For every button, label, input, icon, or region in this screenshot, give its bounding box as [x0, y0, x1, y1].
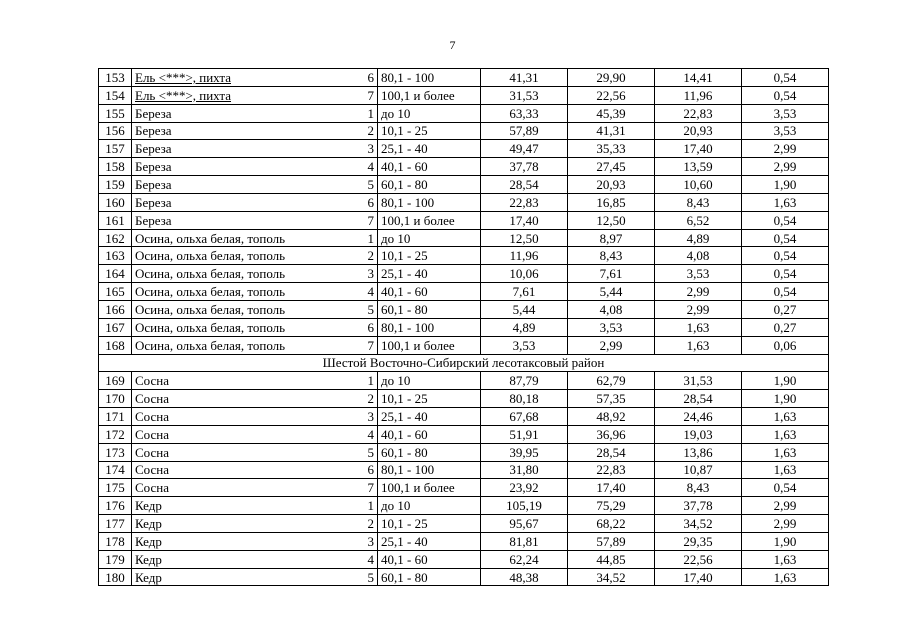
rate-value-cell: 12,50: [481, 229, 568, 247]
rate-value-cell: 57,89: [568, 532, 655, 550]
diameter-cell: 25,1 - 40: [378, 140, 481, 158]
rate-value-cell: 2,99: [742, 515, 829, 533]
row-number-cell: 159: [99, 176, 132, 194]
row-number-cell: 166: [99, 300, 132, 318]
rate-value-cell: 1,63: [742, 568, 829, 586]
class-cell: 4: [361, 158, 378, 176]
rate-value-cell: 1,90: [742, 390, 829, 408]
table-row: [99, 283, 829, 301]
rate-value-cell: 62,79: [568, 372, 655, 390]
rate-value-cell: 29,90: [568, 69, 655, 87]
table-body-a: [99, 69, 829, 355]
rate-value-cell: 36,96: [568, 425, 655, 443]
rate-value-cell: 5,44: [568, 283, 655, 301]
rate-value-cell: 0,54: [742, 265, 829, 283]
rate-value-cell: 63,33: [481, 104, 568, 122]
rate-value-cell: 11,96: [481, 247, 568, 265]
class-cell: 2: [361, 515, 378, 533]
diameter-cell: 10,1 - 25: [378, 515, 481, 533]
rate-value-cell: 0,54: [742, 211, 829, 229]
species-cell: Береза: [132, 158, 362, 176]
rate-value-cell: 39,95: [481, 443, 568, 461]
rate-value-cell: 80,18: [481, 390, 568, 408]
rate-value-cell: 28,54: [655, 390, 742, 408]
rate-value-cell: 3,53: [481, 336, 568, 354]
diameter-cell: до 10: [378, 497, 481, 515]
species-cell: Сосна: [132, 479, 362, 497]
rate-value-cell: 87,79: [481, 372, 568, 390]
diameter-cell: до 10: [378, 372, 481, 390]
forest-tax-rate-table: [98, 68, 829, 586]
row-number-cell: 173: [99, 443, 132, 461]
rate-value-cell: 16,85: [568, 193, 655, 211]
diameter-cell: 80,1 - 100: [378, 318, 481, 336]
class-cell: 1: [361, 104, 378, 122]
rate-value-cell: 1,63: [742, 443, 829, 461]
diameter-cell: 100,1 и более: [378, 211, 481, 229]
rate-value-cell: 0,54: [742, 283, 829, 301]
class-cell: 2: [361, 390, 378, 408]
rate-value-cell: 2,99: [742, 497, 829, 515]
rate-value-cell: 8,97: [568, 229, 655, 247]
rate-value-cell: 51,91: [481, 425, 568, 443]
species-cell: Осина, ольха белая, тополь: [132, 336, 362, 354]
class-cell: 4: [361, 550, 378, 568]
class-cell: 7: [361, 86, 378, 104]
species-cell: Кедр: [132, 532, 362, 550]
rate-value-cell: 1,90: [742, 372, 829, 390]
species-cell: [132, 69, 362, 87]
rate-value-cell: 105,19: [481, 497, 568, 515]
rate-value-cell: 17,40: [655, 568, 742, 586]
row-number-cell: 155: [99, 104, 132, 122]
rate-value-cell: 2,99: [742, 158, 829, 176]
table-row: [99, 443, 829, 461]
rate-value-cell: 0,54: [742, 247, 829, 265]
diameter-cell: 10,1 - 25: [378, 390, 481, 408]
row-number-cell: 179: [99, 550, 132, 568]
diameter-cell: 100,1 и более: [378, 86, 481, 104]
species-cell: Кедр: [132, 568, 362, 586]
rate-value-cell: 57,89: [481, 122, 568, 140]
table-row: [99, 193, 829, 211]
diameter-cell: 40,1 - 60: [378, 425, 481, 443]
table-row: [99, 176, 829, 194]
class-cell: 6: [361, 193, 378, 211]
diameter-cell: 80,1 - 100: [378, 193, 481, 211]
rate-value-cell: 75,29: [568, 497, 655, 515]
species-cell: Осина, ольха белая, тополь: [132, 318, 362, 336]
rate-value-cell: 0,06: [742, 336, 829, 354]
rate-value-cell: 22,83: [655, 104, 742, 122]
diameter-cell: 25,1 - 40: [378, 532, 481, 550]
row-number-cell: 156: [99, 122, 132, 140]
row-number-cell: 170: [99, 390, 132, 408]
rate-value-cell: 10,60: [655, 176, 742, 194]
class-cell: 4: [361, 425, 378, 443]
row-number-cell: 176: [99, 497, 132, 515]
diameter-cell: 60,1 - 80: [378, 443, 481, 461]
row-number-cell: 154: [99, 86, 132, 104]
rate-value-cell: 2,99: [655, 300, 742, 318]
species-cell: Сосна: [132, 408, 362, 426]
rate-value-cell: 5,44: [481, 300, 568, 318]
species-cell: Сосна: [132, 425, 362, 443]
rate-value-cell: 1,63: [742, 461, 829, 479]
species-cell: Кедр: [132, 550, 362, 568]
table-row: [99, 265, 829, 283]
class-cell: 5: [361, 568, 378, 586]
class-cell: 6: [361, 318, 378, 336]
rate-value-cell: 37,78: [655, 497, 742, 515]
row-number-cell: 163: [99, 247, 132, 265]
page-number: 7: [449, 38, 456, 52]
rate-value-cell: 22,56: [568, 86, 655, 104]
row-number-cell: 167: [99, 318, 132, 336]
diameter-cell: 40,1 - 60: [378, 550, 481, 568]
species-cell: Сосна: [132, 372, 362, 390]
rate-value-cell: 0,54: [742, 479, 829, 497]
rate-value-cell: 62,24: [481, 550, 568, 568]
species-cell: Осина, ольха белая, тополь: [132, 300, 362, 318]
row-number-cell: 164: [99, 265, 132, 283]
species-cell: Сосна: [132, 390, 362, 408]
rate-value-cell: 0,54: [742, 229, 829, 247]
rate-value-cell: 1,63: [655, 336, 742, 354]
table-row: [99, 140, 829, 158]
class-cell: 4: [361, 283, 378, 301]
section-title: Шестой Восточно-Сибирский лесотаксовый район: [99, 354, 829, 372]
species-cell: Береза: [132, 211, 362, 229]
rate-value-cell: 48,92: [568, 408, 655, 426]
row-number-cell: 158: [99, 158, 132, 176]
rate-value-cell: 7,61: [481, 283, 568, 301]
rate-value-cell: 68,22: [568, 515, 655, 533]
rate-value-cell: 8,43: [655, 193, 742, 211]
species-text: Ель <***>, пихта: [135, 87, 231, 103]
rate-value-cell: 29,35: [655, 532, 742, 550]
table-row: [99, 408, 829, 426]
class-cell: 3: [361, 265, 378, 283]
species-cell: Кедр: [132, 515, 362, 533]
rate-value-cell: 4,08: [568, 300, 655, 318]
species-cell: Береза: [132, 193, 362, 211]
diameter-cell: до 10: [378, 104, 481, 122]
table-row: [99, 479, 829, 497]
diameter-cell: 40,1 - 60: [378, 283, 481, 301]
species-cell: Береза: [132, 104, 362, 122]
class-cell: 5: [361, 300, 378, 318]
species-cell: Береза: [132, 140, 362, 158]
species-cell: Осина, ольха белая, тополь: [132, 283, 362, 301]
diameter-cell: 40,1 - 60: [378, 158, 481, 176]
rate-value-cell: 22,83: [568, 461, 655, 479]
row-number-cell: 161: [99, 211, 132, 229]
row-number-cell: 180: [99, 568, 132, 586]
rate-value-cell: 1,63: [742, 550, 829, 568]
row-number-cell: 160: [99, 193, 132, 211]
rate-value-cell: 2,99: [568, 336, 655, 354]
species-cell: [132, 86, 362, 104]
table-row: [99, 158, 829, 176]
diameter-cell: 60,1 - 80: [378, 176, 481, 194]
class-cell: 5: [361, 176, 378, 194]
rate-value-cell: 20,93: [655, 122, 742, 140]
rate-value-cell: 22,56: [655, 550, 742, 568]
table-row: [99, 532, 829, 550]
rate-value-cell: 2,99: [742, 140, 829, 158]
rate-value-cell: 3,53: [568, 318, 655, 336]
table-row: [99, 425, 829, 443]
rate-value-cell: 27,45: [568, 158, 655, 176]
rate-value-cell: 1,63: [742, 408, 829, 426]
species-cell: Осина, ольха белая, тополь: [132, 265, 362, 283]
rate-value-cell: 34,52: [655, 515, 742, 533]
species-cell: Сосна: [132, 443, 362, 461]
rate-value-cell: 4,89: [655, 229, 742, 247]
rate-value-cell: 37,78: [481, 158, 568, 176]
class-cell: 1: [361, 497, 378, 515]
rate-value-cell: 13,59: [655, 158, 742, 176]
class-cell: 2: [361, 122, 378, 140]
species-text: Ель <***>, пихта: [135, 69, 231, 85]
class-cell: 3: [361, 532, 378, 550]
rate-value-cell: 23,92: [481, 479, 568, 497]
rate-value-cell: 10,87: [655, 461, 742, 479]
diameter-cell: 80,1 - 100: [378, 69, 481, 87]
row-number-cell: 169: [99, 372, 132, 390]
table-row: [99, 515, 829, 533]
rate-value-cell: 1,63: [742, 425, 829, 443]
table-row: [99, 247, 829, 265]
rate-value-cell: 14,41: [655, 69, 742, 87]
diameter-cell: 60,1 - 80: [378, 568, 481, 586]
diameter-cell: 60,1 - 80: [378, 300, 481, 318]
diameter-cell: 100,1 и более: [378, 479, 481, 497]
row-number-cell: 157: [99, 140, 132, 158]
rate-value-cell: 45,39: [568, 104, 655, 122]
rate-value-cell: 22,83: [481, 193, 568, 211]
table-row: [99, 372, 829, 390]
species-cell: Осина, ольха белая, тополь: [132, 247, 362, 265]
rate-value-cell: 3,53: [655, 265, 742, 283]
diameter-cell: 80,1 - 100: [378, 461, 481, 479]
rate-value-cell: 28,54: [481, 176, 568, 194]
rate-value-cell: 31,53: [655, 372, 742, 390]
row-number-cell: 162: [99, 229, 132, 247]
rate-value-cell: 6,52: [655, 211, 742, 229]
table-row: [99, 318, 829, 336]
species-cell: Сосна: [132, 461, 362, 479]
class-cell: 7: [361, 336, 378, 354]
species-cell: Береза: [132, 176, 362, 194]
rate-value-cell: 3,53: [742, 122, 829, 140]
table-row: [99, 550, 829, 568]
row-number-cell: 177: [99, 515, 132, 533]
class-cell: 1: [361, 372, 378, 390]
rate-value-cell: 1,63: [655, 318, 742, 336]
diameter-cell: 25,1 - 40: [378, 265, 481, 283]
diameter-cell: 10,1 - 25: [378, 247, 481, 265]
rate-value-cell: 1,90: [742, 176, 829, 194]
rate-value-cell: 17,40: [481, 211, 568, 229]
rate-value-cell: 31,53: [481, 86, 568, 104]
rate-value-cell: 13,86: [655, 443, 742, 461]
table-section: [99, 354, 829, 372]
rate-value-cell: 7,61: [568, 265, 655, 283]
species-cell: Береза: [132, 122, 362, 140]
rate-value-cell: 0,27: [742, 318, 829, 336]
rate-value-cell: 8,43: [655, 479, 742, 497]
rate-value-cell: 81,81: [481, 532, 568, 550]
row-number-cell: 171: [99, 408, 132, 426]
diameter-cell: до 10: [378, 229, 481, 247]
table-row: [99, 390, 829, 408]
row-number-cell: 165: [99, 283, 132, 301]
rate-value-cell: 4,89: [481, 318, 568, 336]
class-cell: 7: [361, 479, 378, 497]
class-cell: 7: [361, 211, 378, 229]
rate-value-cell: 0,54: [742, 69, 829, 87]
class-cell: 6: [361, 461, 378, 479]
class-cell: 5: [361, 443, 378, 461]
rate-value-cell: 11,96: [655, 86, 742, 104]
rate-value-cell: 17,40: [655, 140, 742, 158]
table-row: [99, 568, 829, 586]
rate-value-cell: 95,67: [481, 515, 568, 533]
table-row: [99, 300, 829, 318]
rate-value-cell: 12,50: [568, 211, 655, 229]
class-cell: 1: [361, 229, 378, 247]
rate-value-cell: 0,27: [742, 300, 829, 318]
rate-value-cell: 44,85: [568, 550, 655, 568]
table-row: [99, 229, 829, 247]
rate-value-cell: 41,31: [568, 122, 655, 140]
rate-value-cell: 34,52: [568, 568, 655, 586]
rate-value-cell: 3,53: [742, 104, 829, 122]
row-number-cell: 178: [99, 532, 132, 550]
rate-value-cell: 28,54: [568, 443, 655, 461]
table-body-b: [99, 372, 829, 586]
row-number-cell: 175: [99, 479, 132, 497]
rate-value-cell: 48,38: [481, 568, 568, 586]
rate-value-cell: 0,54: [742, 86, 829, 104]
row-number-cell: 174: [99, 461, 132, 479]
rate-value-cell: 20,93: [568, 176, 655, 194]
table-row: [99, 86, 829, 104]
rate-value-cell: 2,99: [655, 283, 742, 301]
rate-value-cell: 1,90: [742, 532, 829, 550]
rate-value-cell: 8,43: [568, 247, 655, 265]
class-cell: 3: [361, 408, 378, 426]
diameter-cell: 100,1 и более: [378, 336, 481, 354]
class-cell: 6: [361, 69, 378, 87]
rate-value-cell: 31,80: [481, 461, 568, 479]
row-number-cell: 172: [99, 425, 132, 443]
rate-value-cell: 67,68: [481, 408, 568, 426]
table-row: [99, 336, 829, 354]
table-row: [99, 211, 829, 229]
rate-value-cell: 41,31: [481, 69, 568, 87]
class-cell: 2: [361, 247, 378, 265]
table-row: [99, 104, 829, 122]
rate-value-cell: 17,40: [568, 479, 655, 497]
class-cell: 3: [361, 140, 378, 158]
table-row: [99, 69, 829, 87]
rate-value-cell: 35,33: [568, 140, 655, 158]
rate-value-cell: 49,47: [481, 140, 568, 158]
row-number-cell: 168: [99, 336, 132, 354]
rate-value-cell: 24,46: [655, 408, 742, 426]
table-row: [99, 497, 829, 515]
rate-value-cell: 4,08: [655, 247, 742, 265]
rate-value-cell: 57,35: [568, 390, 655, 408]
diameter-cell: 10,1 - 25: [378, 122, 481, 140]
species-cell: Кедр: [132, 497, 362, 515]
diameter-cell: 25,1 - 40: [378, 408, 481, 426]
row-number-cell: 153: [99, 69, 132, 87]
rate-value-cell: 10,06: [481, 265, 568, 283]
section-row: [99, 354, 829, 372]
species-cell: Осина, ольха белая, тополь: [132, 229, 362, 247]
table-row: [99, 461, 829, 479]
table-row: [99, 122, 829, 140]
rate-value-cell: 1,63: [742, 193, 829, 211]
rate-value-cell: 19,03: [655, 425, 742, 443]
